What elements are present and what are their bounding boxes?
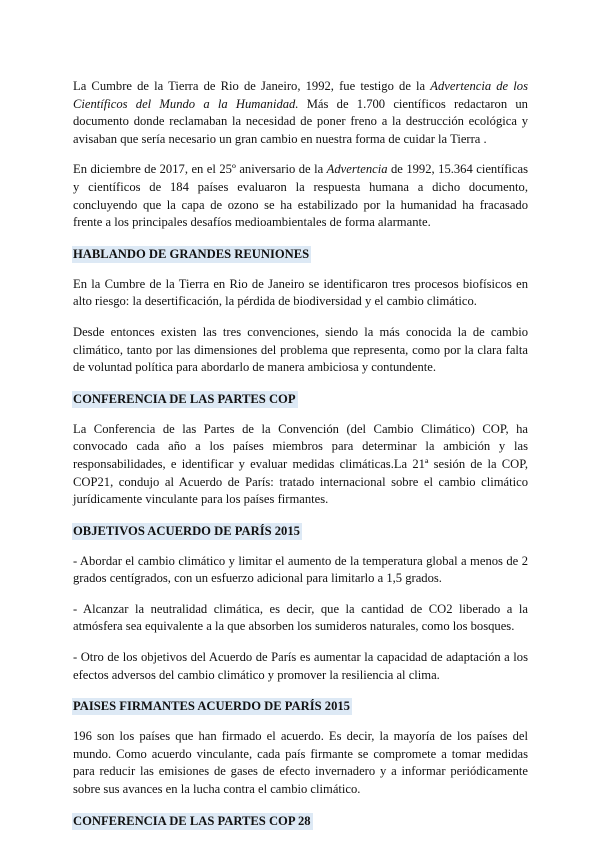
text-span: de 1992, 15.364 científicas y científicos de 184 países evaluaron la respuesta humana a dicho documento, concluyendo que la capa de ozono se ha estabilizado por la humanidad ha fracasado frente a los principales desafíos medioambientales de forma alarmante. <box>73 162 528 230</box>
heading-conferencia-cop: CONFERENCIA DE LAS PARTES COP <box>73 391 296 406</box>
paragraph-tres-convenciones: Desde entonces existen las tres convenciones, siendo la más conocida la de cambio climático, tanto por las dimensiones del problema que representa, como por la clara falta de voluntad política para abordarlo de manera ambiciosa y contundente. <box>73 324 528 375</box>
section-heading-wrap <box>73 390 528 408</box>
bullet-limitar-temperatura: - Abordar el cambio climático y limitar el aumento de la temperatura global a menos de 2 grados centígrados, con un esfuerzo adicional para limitarlo a 1,5 grados. <box>73 553 528 586</box>
italic-title: Advertencia de los Científicos del Mundo a la Humanidad. <box>73 79 528 111</box>
heading-objetivos-paris: OBJETIVOS ACUERDO DE PARÍS 2015 <box>73 523 300 538</box>
paragraph-2017-anniversary <box>73 161 528 231</box>
paragraph-cop: La Conferencia de las Partes de la Convención (del Cambio Climático) COP, ha convocado cada año a los países miembros para determinar la ambición y las responsabilidades, e identificar y evaluar medidas climáticas.La 21ª sesión de la COP, COP21, condujo al Acuerdo de París: tratado internacional sobre el cambio climático jurídicamente vinculante para los países firmantes. <box>73 421 528 507</box>
text-span: Más de 1.700 científicos redactaron un documento donde reclamaban la necesidad de poner freno a la destrucción ecológica y avisaban que sería necesario un gran cambio en nuestra forma de cuidar la Tierra . <box>73 96 528 146</box>
section-heading-wrap <box>73 812 528 830</box>
bullet-neutralidad-climatica: - Alcanzar la neutralidad climática, es decir, que la cantidad de CO2 liberado a la atmósfera sea equivalente a la que absorben los sumideros naturales, como los bosques. <box>73 601 528 634</box>
section-heading-wrap <box>73 522 528 540</box>
paragraph-procesos-biofisicos: En la Cumbre de la Tierra en Rio de Janeiro se identificaron tres procesos biofísicos en alto riesgo: la desertificación, la pérdida de biodiversidad y el cambio climático. <box>73 276 528 309</box>
paragraph-paises-firmantes: 196 son los países que han firmado el acuerdo. Es decir, la mayoría de los países del mundo. Como acuerdo vinculante, cada país firmante se compromete a tomar medidas para reducir las emisiones de gases de efecto invernadero y a informar periódicamente sobre sus avances en la lucha contra el cambio climático. <box>73 729 528 797</box>
section-heading-wrap <box>73 245 528 263</box>
bullet-adaptacion: - Otro de los objetivos del Acuerdo de París es aumentar la capacidad de adaptación a los efectos adversos del cambio climático y promover la resiliencia al clima. <box>73 650 528 682</box>
text-span: En diciembre de 2017, en el 25º aniversario de la <box>73 162 327 177</box>
paragraph-rio-1992 <box>73 78 528 148</box>
text-span: La Cumbre de la Tierra de Rio de Janeiro, 1992, fue testigo de la <box>73 79 431 93</box>
heading-grandes-reuniones: HABLANDO DE GRANDES REUNIONES <box>73 246 310 261</box>
heading-paises-firmantes: PAISES FIRMANTES ACUERDO DE PARÍS 2015 <box>73 699 350 714</box>
heading-cop-28: CONFERENCIA DE LAS PARTES COP 28 <box>73 813 311 828</box>
section-heading-wrap <box>73 697 528 715</box>
italic-title: Advertencia <box>326 162 388 177</box>
